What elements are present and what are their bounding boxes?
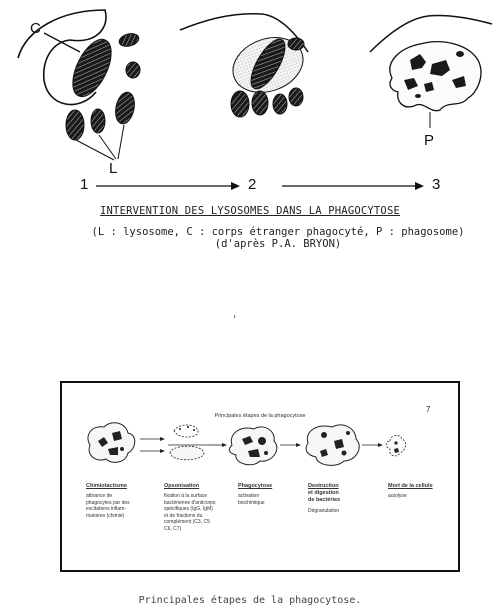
pointer-l-2: [99, 135, 116, 159]
stage-chimiotactisme-desc-4: matoires (chimie): [86, 512, 125, 519]
stage-mort-cell: [386, 435, 405, 456]
stage-phagocytose-cell: [229, 427, 277, 465]
pointer-c: [44, 33, 80, 52]
stage-mort: [388, 483, 450, 500]
stage-mort-name: Mort de la cellule: [388, 483, 433, 489]
stage-destruction-name-3: de bactéries: [308, 497, 341, 503]
stage-opsonisation-bacterium: [174, 425, 198, 437]
pointer-l-3: [118, 125, 124, 159]
stage-destruction-name: Destruction: [308, 483, 339, 489]
stage-phagocytose-name: Phagocytose: [238, 483, 273, 489]
panel-title: Principales étapes de la phagocytose: [214, 413, 306, 419]
stage-chimiotactisme: [86, 483, 148, 519]
lysosome-1b: [126, 62, 140, 78]
lysosome-2e: [289, 88, 303, 106]
phagosome-content-f: [456, 51, 464, 57]
foreign-body-1: [65, 34, 119, 103]
label-p: P: [424, 132, 435, 149]
stage-chimiotactisme-name: Chimiotactisme: [86, 483, 127, 489]
stage-destruction-name-2: et digestion: [308, 490, 339, 496]
pointer-l-1: [76, 140, 114, 160]
lysosome-2a: [288, 38, 304, 50]
lysosome-phagocytosis-diagram: [0, 0, 500, 205]
stage-opsonisation-cell: [170, 446, 204, 460]
phagosome-3: [390, 42, 481, 111]
phagocytosis-stages-panel: [60, 381, 460, 572]
lysosome-2b: [231, 91, 249, 117]
stage-chimiotactisme-cell: [88, 423, 135, 463]
stage-phagocytose-desc-2: biochimique: [238, 499, 265, 506]
lysosome-1a: [118, 32, 140, 49]
stage-destruction: [308, 483, 368, 515]
stage-opsonisation-desc-1: fixation à la surface: [164, 493, 208, 499]
stages-illustration: [62, 383, 458, 483]
phagosome-content-g: [415, 94, 421, 98]
stage-opsonisation-desc-3: spécifiques (IgG, IgM): [164, 506, 213, 512]
stage-chimiotactisme-desc-1: attirance de: [86, 493, 113, 499]
step-1-label: 1: [80, 176, 89, 193]
step-2-label: 2: [248, 176, 257, 193]
label-l: L: [109, 160, 118, 177]
lysosome-2d: [273, 94, 287, 114]
figure1-title: INTERVENTION DES LYSOSOMES DANS LA PHAGOCYTOSE: [100, 205, 400, 217]
stage-mort-desc-1: autolyse: [388, 493, 407, 499]
stage-opsonisation-name: Opsonisation: [164, 483, 200, 489]
lysosome-1e: [113, 90, 137, 125]
stage-opsonisation-desc-5: complément (C3, C5: [164, 519, 210, 525]
stage-opsonisation-desc-2: bactérienne d'anticorps: [164, 499, 216, 506]
stage-phagocytose: [238, 483, 298, 506]
stage-destruction-cell: [306, 425, 359, 465]
step-3-label: 3: [432, 176, 441, 193]
stage-chimiotactisme-desc-3: excitations inflam-: [86, 506, 127, 512]
stray-mark: ,: [232, 310, 238, 320]
figure1-legend: (L : lysosome, C : corps étranger phagocyté, P : phagosome): [91, 226, 465, 238]
panel-corner-mark: 7: [426, 405, 431, 414]
stage-opsonisation: [164, 483, 236, 532]
stage-opsonisation-desc-6: C6, C7): [164, 525, 182, 532]
stage-chimiotactisme-desc-2: phagocytes par des: [86, 499, 130, 506]
figure1-credit: (d'après P.A. BRYON): [214, 238, 342, 250]
stage-destruction-desc-1: Dégranulation: [308, 508, 340, 514]
label-c: C: [30, 20, 41, 37]
lysosome-1d: [91, 109, 105, 133]
figure2-caption: Principales étapes de la phagocytose.: [138, 595, 362, 606]
stage-opsonisation-desc-4: et de fractions du: [164, 512, 203, 519]
lysosome-2c: [252, 91, 268, 115]
stage-phagocytose-desc-1: activation: [238, 493, 260, 499]
lysosome-1c: [66, 110, 84, 140]
